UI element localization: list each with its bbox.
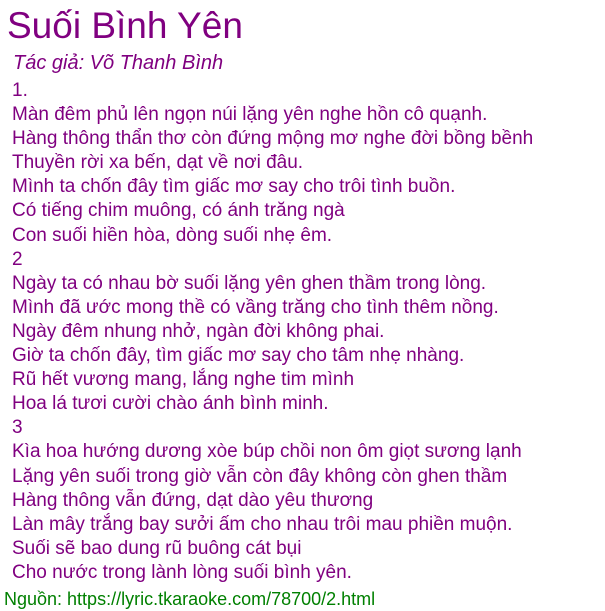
lyric-line: Ngày ta có nhau bờ suối lặng yên ghen thầm trong lòng.	[12, 272, 487, 294]
verse-3	[12, 416, 605, 585]
song-title: Suối Bình Yên	[7, 5, 243, 46]
lyrics-page	[0, 3, 605, 610]
verse-2	[12, 248, 605, 417]
lyrics-body	[12, 79, 605, 585]
lyric-line: Giờ ta chốn đây, tìm giấc mơ say cho tâm nhẹ nhàng.	[12, 345, 465, 367]
lyric-line: Suối sẽ bao dung rũ buông cát bụi	[12, 537, 302, 559]
lyric-line: Thuyền rời xa bến, dạt về nơi đâu.	[12, 152, 304, 174]
lyric-line: Mình đã ước mong thề có vầng trăng cho tình thêm nồng.	[12, 296, 499, 318]
lyric-line: Hàng thông thẩn thơ còn đứng mộng mơ nghe đời bồng bềnh	[12, 128, 534, 150]
lyric-line: Rũ hết vương mang, lắng nghe tim mình	[12, 369, 355, 391]
source-line: Nguồn: https://lyric.tkaraoke.com/78700/2.html	[4, 588, 376, 609]
lyric-line: Cho nước trong lành lòng suối bình yên.	[12, 561, 352, 583]
lyric-line: Lặng yên suối trong giờ vẫn còn đây không còn ghen thầm	[12, 465, 508, 487]
lyric-line: Hoa lá tươi cười chào ánh bình minh.	[12, 393, 329, 415]
lyric-line: Có tiếng chim muông, có ánh trăng ngà	[12, 200, 345, 222]
author-line: Tác giả: Võ Thanh Bình	[13, 52, 224, 74]
lyric-line: Hàng thông vẫn đứng, dạt dào yêu thương	[12, 489, 374, 511]
lyric-line: Màn đêm phủ lên ngọn núi lặng yên nghe hồn cô quạnh.	[12, 104, 488, 126]
verse-marker: 3	[12, 417, 23, 439]
lyric-line: Mình ta chốn đây tìm giấc mơ say cho trôi tình buồn.	[12, 176, 456, 198]
verse-marker: 2	[12, 248, 23, 270]
lyric-line: Làn mây trắng bay sưởi ấm cho nhau trôi mau phiền muộn.	[12, 513, 513, 535]
lyric-line: Con suối hiền hòa, dòng suối nhẹ êm.	[12, 224, 333, 246]
lyric-line: Ngày đêm nhung nhở, ngàn đời không phai.	[12, 320, 385, 342]
verse-1	[12, 79, 605, 248]
lyric-line: Kìa hoa hướng dương xòe búp chồi non ôm giọt sương lạnh	[12, 441, 522, 463]
verse-marker: 1.	[12, 80, 28, 101]
